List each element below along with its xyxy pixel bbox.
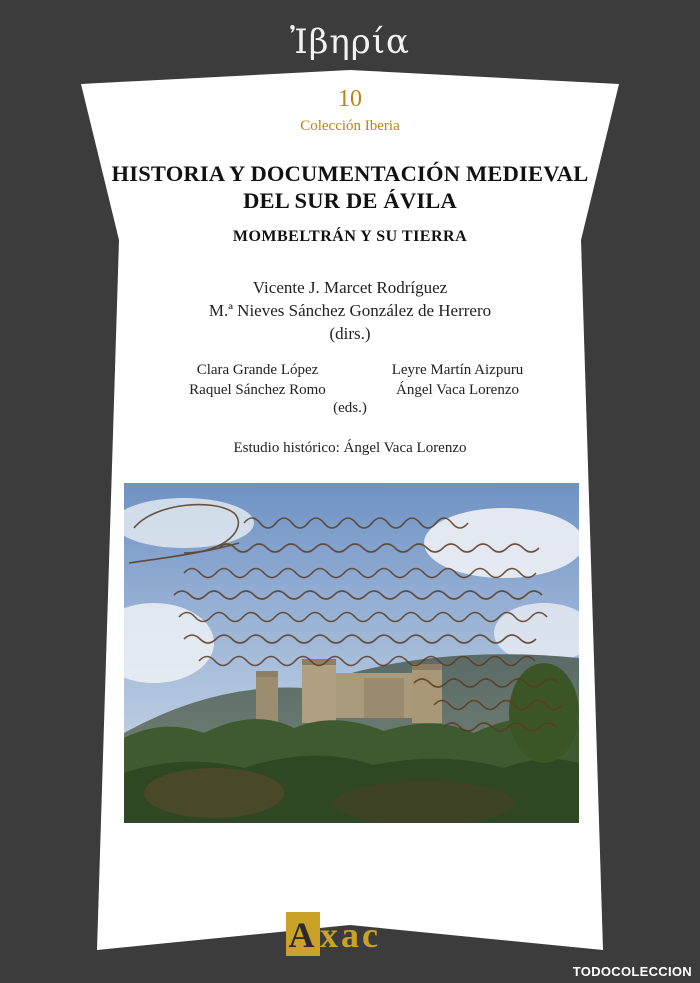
book-subtitle: MOMBELTRÁN Y SU TIERRA: [232, 228, 468, 245]
editor-name: Ángel Vaca Lorenzo: [395, 382, 519, 398]
book-title: [0, 160, 700, 214]
title-line-1: HISTORIA Y DOCUMENTACIÓN MEDIEVAL: [111, 161, 589, 186]
series-name: Ἰβηρία: [289, 22, 411, 62]
publisher-logo-initial: A: [286, 912, 320, 956]
directors-role: (dirs.): [329, 324, 371, 343]
editors-role: (eds.): [333, 400, 367, 416]
cover-photo-castle-manuscript: [124, 483, 579, 823]
collection-name: Colección Iberia: [300, 118, 400, 134]
title-line-2: DEL SUR DE ÁVILA: [243, 188, 457, 213]
editors-right: [350, 360, 565, 400]
directors: [0, 276, 700, 345]
editors-left: [150, 360, 365, 400]
director-name: M.ª Nieves Sánchez González de Herrero: [208, 301, 492, 320]
director-name: Vicente J. Marcet Rodríguez: [252, 278, 448, 297]
series-number: 10: [338, 86, 362, 112]
watermark: TODOCOLECCION: [572, 964, 692, 979]
editor-name: Leyre Martín Aizpuru: [391, 362, 524, 378]
editor-name: Clara Grande López: [196, 362, 319, 378]
publisher-logo-text: xac: [320, 915, 381, 955]
historical-study-credit: Estudio histórico: Ángel Vaca Lorenzo: [233, 440, 467, 456]
editor-name: Raquel Sánchez Romo: [189, 382, 326, 398]
